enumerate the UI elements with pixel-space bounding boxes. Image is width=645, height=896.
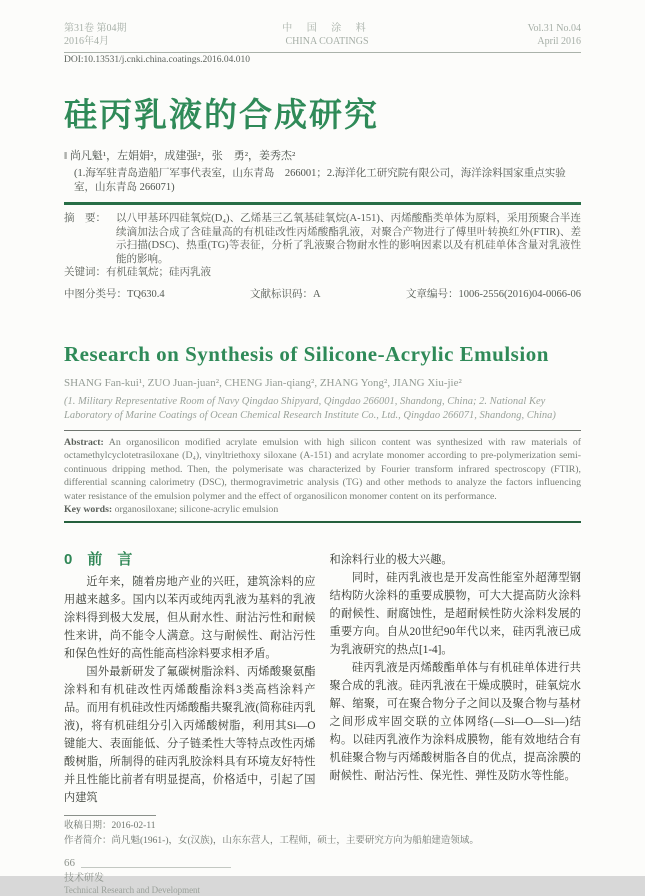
article-meta-row [64, 286, 581, 301]
divider-green-thick [64, 202, 581, 205]
body-paragraph-continuation: 和涂料行业的极大兴趣。 [329, 553, 453, 566]
date-en: April 2016 [537, 36, 581, 47]
authors-en: SHANG Fan-kui¹, ZUO Juan-juan², CHENG Jian-qiang², ZHANG Yong², JIANG Xiu-jie² [64, 376, 462, 389]
section-heading-0: 0 前 言 [64, 550, 133, 568]
body-column-right [330, 551, 582, 807]
abstract-cn-text: 以八甲基环四硅氧烷(D₄)、乙烯基三乙氧基硅氧烷(A-151)、丙烯酸酯类单体为原料，采用预聚合半连续滴加法合成了含硅量高的有机硅改性丙烯酸酯乳液，对聚合产物进行了傅里叶转换红外(FTIR)、差示扫描(DSC)、热重(TG)等表征，分析了乳液聚合物耐水性的影响因素以及有机硅单体含量对乳液性能的影响。 [116, 213, 581, 265]
author-bio-text: 尚凡魁(1961-)，女(汉族)，山东东营人，工程师，硕士，主要研究方向为船舶建造领域。 [111, 835, 479, 846]
document-code [250, 286, 321, 301]
divider-gray-thin [64, 430, 581, 431]
body-columns [64, 551, 581, 807]
page-footer [64, 857, 581, 896]
header-journal-block [282, 22, 372, 48]
affiliation-en: (1. Military Representative Room of Navy Qingdao Shipyard, Qingdao 266001, Shandong, China; 2. National Key Laboratory of Marine Coatings of Ocean Chemical Research Institute Co., Ltd., Qingdao 266071, Shandong, China) [64, 395, 556, 421]
journal-header [64, 0, 581, 53]
body-column-left [64, 551, 316, 807]
body-paragraph: 同时，硅丙乳液也是开发高性能室外超薄型钢结构防火涂料的重要成膜物，可大大提高防火涂料的耐候性、耐腐蚀性，是超耐候性防火涂料发展的重要方向。自从20世纪90年代以来，硅丙乳液已成为乳液研究的热点[1-4]。 [329, 571, 581, 656]
keywords-en-text: organosiloxane; silicone-acrylic emulsion [114, 504, 279, 515]
received-date-line [64, 819, 581, 834]
body-paragraph: 近年来，随着房地产业的兴旺，建筑涂料的应用越来越多。国内以苯丙或纯丙乳液为基料的乳液涂料得到极大发展，但从耐水性、耐沾污性和耐候性来讲，尚不能令人满意。这与耐候性、耐沾污性和保色性好的高性能高档涂料要求相矛盾。 [64, 575, 316, 660]
page-number-row [64, 857, 581, 870]
received-date-label: 收稿日期： [64, 820, 112, 831]
date-cn: 2016年4月 [64, 36, 109, 47]
column-title-cn: 技术研发 [64, 872, 104, 884]
received-date-value: 2016-02-11 [111, 820, 156, 831]
page-content [64, 0, 581, 896]
authors-cn: ‖ 尚凡魁¹，左娟娟²，成建强²，张 勇²，姜秀杰² [64, 150, 296, 162]
keywords-en-label: Key words: [64, 504, 113, 515]
abstract-cn [64, 212, 581, 266]
clc-number [64, 286, 165, 301]
keywords-en [64, 503, 581, 517]
abstract-en [64, 436, 581, 504]
clc-value: TQ630.4 [127, 288, 165, 300]
page-number: 66 [64, 856, 75, 869]
page-number-rule [81, 867, 231, 868]
keywords-cn-text: 有机硅氧烷；硅丙乳液 [106, 267, 211, 278]
keywords-cn-label: 关键词： [64, 267, 106, 278]
header-issue-block [64, 22, 127, 48]
doc-code-label: 文献标识码： [250, 288, 314, 300]
article-id [406, 286, 581, 301]
article-title-en: Research on Synthesis of Silicone-Acrylic Emulsion [64, 341, 549, 366]
journal-name-cn: 中 国 涂 料 [282, 23, 372, 34]
abstract-cn-label: 摘 要： [64, 213, 106, 224]
divider-green-thin [64, 521, 581, 523]
article-id-label: 文章编号： [406, 288, 459, 300]
footnote-block [64, 815, 581, 849]
volume-issue-en: Vol.31 No.04 [527, 23, 581, 34]
column-title-en: Technical Research and Development [64, 884, 201, 895]
body-paragraph: 硅丙乳液是丙烯酸酯单体与有机硅单体进行共聚合成的乳液。硅丙乳液在干燥成膜时，硅氧烷水解、缩聚，可在聚合物分子之间以及聚合物与基材之间形成牢固交联的立体网络(—Si—O—Si—)结构。以硅丙乳液作为涂料成膜物，能有效地结合有机硅聚合物与丙烯酸树脂各自的优点，提高涂膜的耐候性、耐沾污性、保光性、弹性及防水等性能。 [329, 661, 581, 782]
footnote-divider [64, 815, 156, 816]
author-bio-label: 作者简介： [64, 835, 112, 846]
clc-label: 中图分类号： [64, 288, 127, 300]
journal-name-en: CHINA COATINGS [285, 36, 369, 47]
author-bio-line [64, 834, 581, 849]
volume-issue-cn: 第31卷 第04期 [64, 23, 127, 34]
affiliation-cn: (1.海军驻青岛造船厂军事代表室，山东青岛 266001；2.海洋化工研究院有限公司，海洋涂料国家重点实验室，山东青岛 266071) [74, 168, 566, 193]
body-paragraph: 国外最新研发了氟碳树脂涂料、丙烯酸聚氨酯涂料和有机硅改性丙烯酸酯涂料3类高档涂料产品。而用有机硅改性丙烯酸酯共聚乳液(简称硅丙乳液)，将有机硅组分引入丙烯酸树脂，利用其Si—O键能大、表面能低、分子链柔性大等特点改性丙烯酸树脂，所制得的硅丙乳胶涂料具有环境友好特性并且性能比前者有明显提高，价格适中，引起了国内建筑 [64, 665, 316, 804]
doi-line: DOI:10.13531/j.cnki.china.coatings.2016.04.010 [64, 55, 251, 65]
article-title-cn: 硅丙乳液的合成研究 [64, 96, 379, 133]
abstract-en-label: Abstract: [64, 436, 104, 448]
abstract-en-text: An organosilicon modified acrylate emulsion with high silicon content was synthesized with raw materials of octamethylcyclotetrasiloxane (D₄), vinyltriethoxy siloxane (A-151) and acrylate monomer according to pre-polymerization semi-continuous dripping method. Then, the polymerisate was characterized by Fourier transform infrared spectroscopy (FTIR), differential scanning calorimetry (DSC), thermogravimetric analysis (TG) and other methods to analyze the factors influencing water resistance of the emulsion polymer and the effect of organosilicon monomer content on its performance. [64, 436, 581, 502]
article-id-value: 1006-2556(2016)04-0066-06 [458, 288, 581, 300]
doc-code-value: A [313, 288, 321, 300]
header-vol-block [528, 22, 581, 48]
keywords-cn [64, 266, 581, 280]
